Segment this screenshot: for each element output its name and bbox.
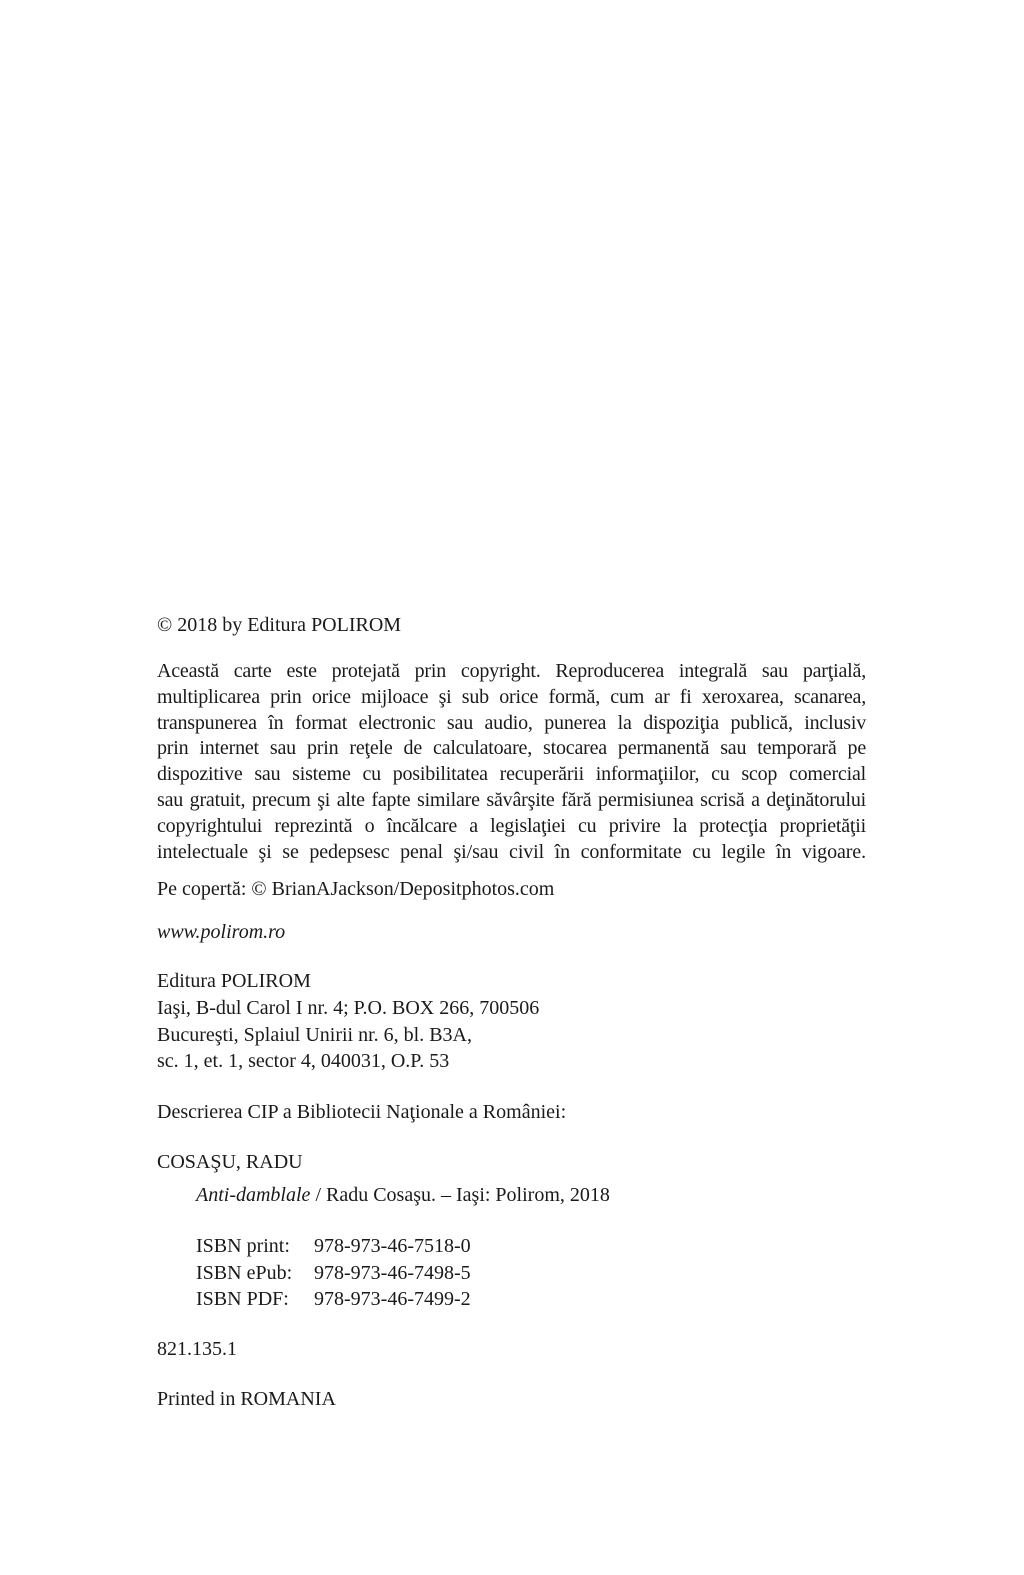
notice-line: Această carte este protejată prin copyright. Reproducerea integrală sau parţială, [157, 660, 866, 682]
notice-line: prin internet sau prin reţele de calculatoare, stocarea permanentă sau temporară pe [157, 737, 866, 760]
notice-line: dispozitive sau sisteme cu posibilitatea recuperării informaţiilor, cu scop comercial [157, 763, 866, 786]
isbn-value: 978-973-46-7498-5 [314, 1262, 471, 1284]
publisher-address: Iaşi, B-dul Carol I nr. 4; P.O. BOX 266, 700506 [157, 997, 540, 1019]
publisher-name: Editura POLIROM [157, 970, 311, 992]
isbn-value: 978-973-46-7499-2 [314, 1288, 471, 1310]
book-title: Anti-damblale [196, 1184, 311, 1206]
website-link[interactable]: www.polirom.ro [157, 921, 286, 943]
isbn-label: ISBN print: [196, 1235, 290, 1257]
notice-line: sau gratuit, precum şi alte fapte similare săvârşite fără permisiunea scrisă a deţinătorului [157, 788, 866, 811]
notice-line: transpunerea în format electronic sau audio, punerea la dispoziţia publică, inclusiv [157, 711, 866, 734]
notice-line: copyrightului reprezintă o încălcare a legislaţiei cu privire la protecţia proprietăţii [157, 814, 866, 837]
classification-code: 821.135.1 [157, 1338, 237, 1360]
isbn-row [196, 1286, 471, 1312]
publisher-address: Bucureşti, Splaiul Unirii nr. 6, bl. B3A, [157, 1024, 472, 1046]
isbn-row [196, 1233, 471, 1259]
isbn-value: 978-973-46-7518-0 [314, 1235, 471, 1257]
isbn-label: ISBN ePub: [196, 1262, 293, 1284]
copyright-notice [157, 659, 866, 865]
notice-line: intelectuale şi se pedepsesc penal şi/sau civil în conformitate cu legile în vigoare. [157, 840, 866, 863]
copyright-line: © 2018 by Editura POLIROM [157, 614, 402, 636]
book-title-rest: / Radu Cosaşu. – Iaşi: Polirom, 2018 [310, 1184, 610, 1206]
notice-line: multiplicarea prin orice mijloace şi sub orice formă, cum ar fi xeroxarea, scanarea, [157, 685, 866, 708]
isbn-row [196, 1260, 471, 1286]
cip-author: COSAŞU, RADU [157, 1151, 303, 1173]
publisher-address: sc. 1, et. 1, sector 4, 040031, O.P. 53 [157, 1050, 450, 1072]
printed-in: Printed in ROMANIA [157, 1388, 336, 1410]
isbn-label: ISBN PDF: [196, 1288, 289, 1310]
cover-credit: Pe copertă: © BrianAJackson/Depositphotos.com [157, 878, 555, 900]
cip-heading: Descrierea CIP a Bibliotecii Naţionale a României: [157, 1101, 567, 1123]
cip-title-line [196, 1182, 610, 1208]
